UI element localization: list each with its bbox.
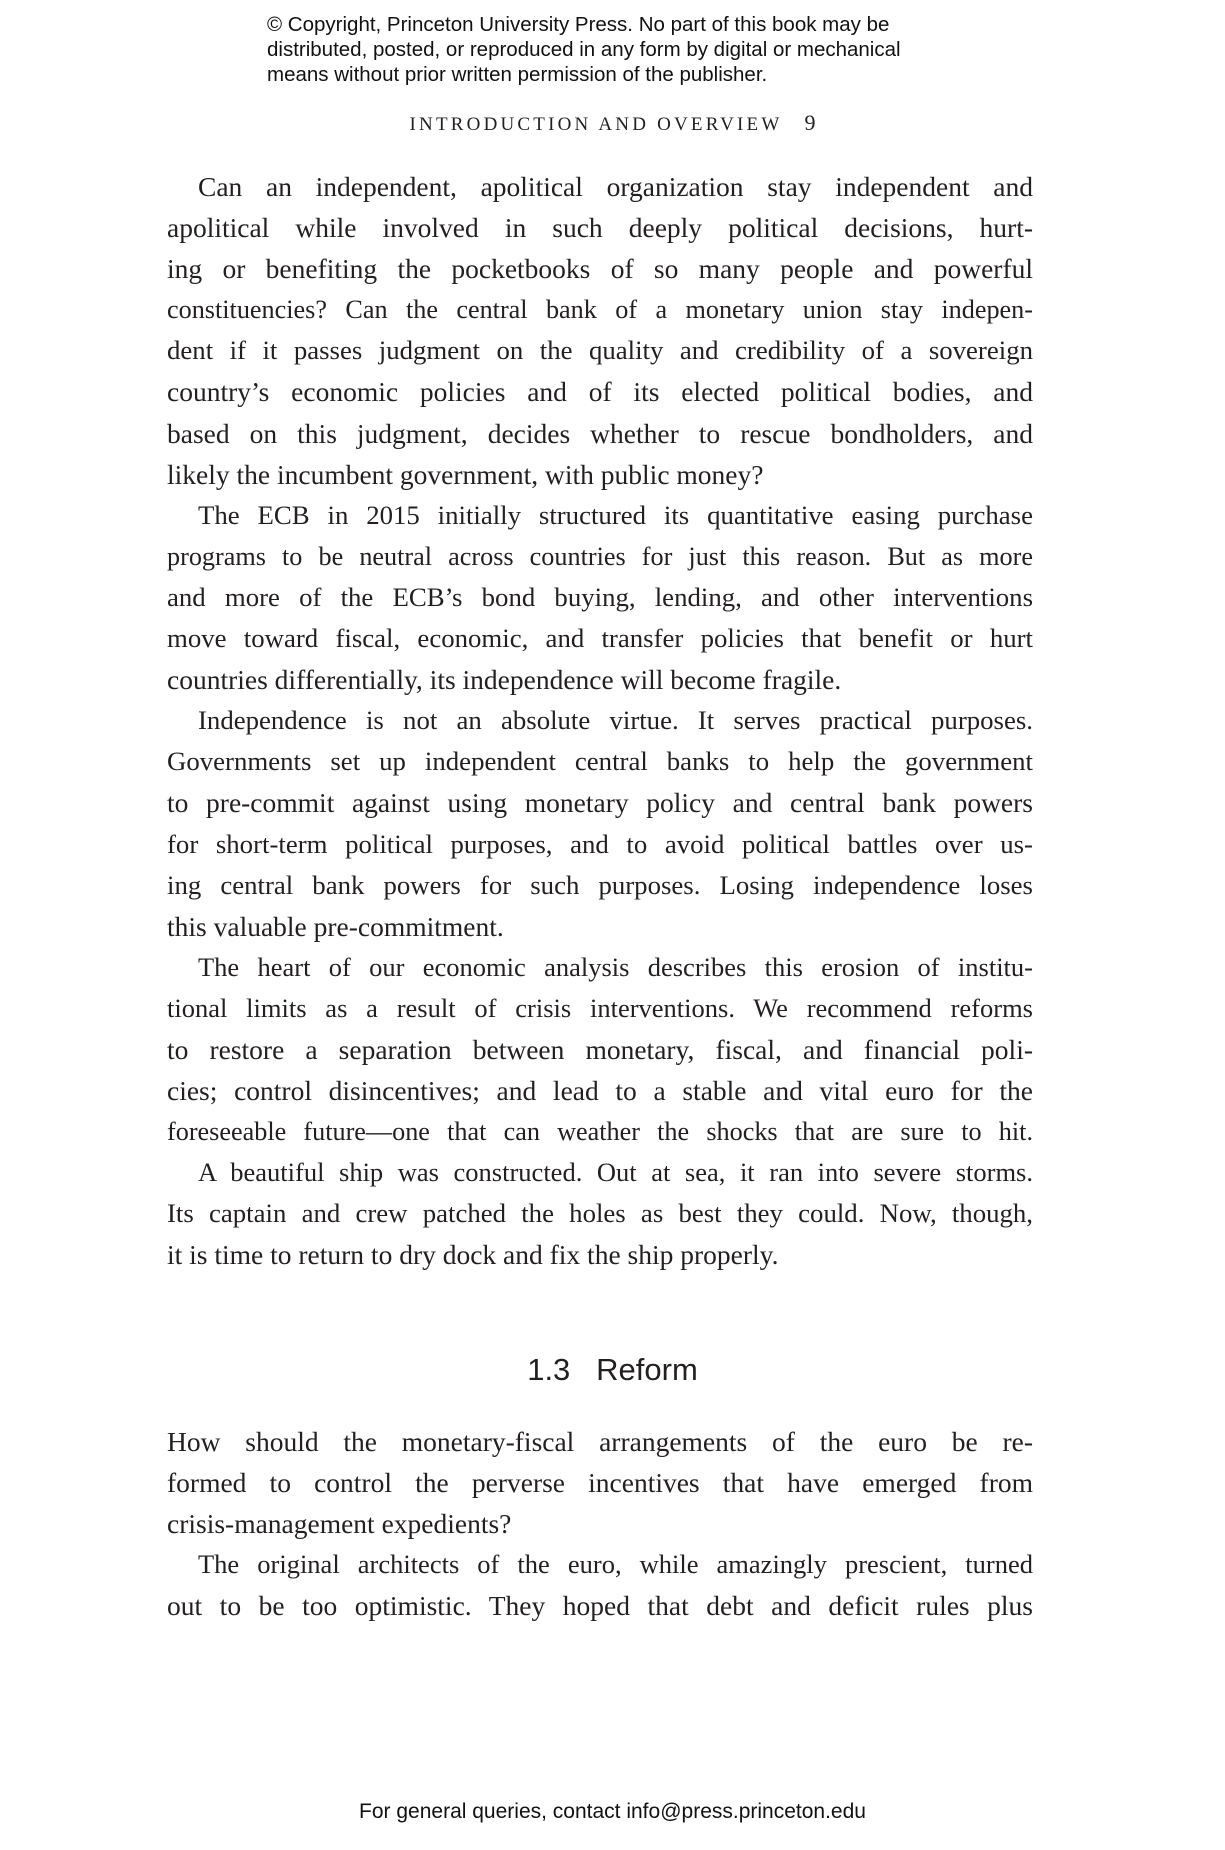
text-line: constituencies? Can the central bank of a monetary union stay indepen- [167,295,1033,325]
body-text-after-heading [167,1421,1033,1626]
text-line: apolitical while involved in such deeply political decisions, hurt- [167,212,1033,244]
paragraph [167,1544,1033,1626]
text-line: The heart of our economic analysis describes this erosion of institu- [198,951,1033,982]
text-line: How should the monetary-fiscal arrangements of the euro be re- [167,1426,1033,1457]
copyright-notice [267,12,987,87]
text-line: tional limits as a result of crisis interventions. We recommend reforms [167,992,1033,1023]
text-line: cies; control disincentives; and lead to a stable and vital euro for the [167,1075,1033,1107]
text-line: for short-term political purposes, and to avoid political battles over us- [167,828,1033,859]
text-line: country’s economic policies and of its elected political bodies, and [167,376,1033,408]
paragraph [167,700,1033,947]
paragraph [167,166,1033,495]
text-line: to restore a separation between monetary, fiscal, and financial poli- [167,1033,1033,1065]
text-line: The original architects of the euro, while amazingly prescient, turned [198,1549,1033,1580]
text-line: based on this judgment, decides whether to rescue bondholders, and [167,417,1033,449]
copyright-line: distributed, posted, or reproduced in any form by digital or mechanical [267,38,901,61]
paragraph [167,495,1033,700]
section-heading [0,1352,1225,1388]
text-line: it is time to return to dry dock and fix the ship properly. [167,1239,779,1271]
text-line: and more of the ECB’s bond buying, lending, and other interventions [167,581,1033,612]
paragraph [167,1152,1033,1275]
running-head [0,110,1225,136]
text-line: countries differentially, its independence will become fragile. [167,664,842,696]
text-line: Can an independent, apolitical organization stay independent and [198,171,1033,202]
text-line: A beautiful ship was constructed. Out at sea, it ran into severe storms. [198,1157,1033,1188]
text-line: Independence is not an absolute virtue. It serves practical purposes. [198,705,1033,736]
text-line: crisis-management expedients? [167,1508,512,1540]
text-line: programs to be neutral across countries for just this reason. But as more [167,541,1033,571]
text-line: Governments set up independent central banks to help the government [167,746,1033,777]
running-head-title: INTRODUCTION AND OVERVIEW [409,114,783,135]
text-line: to pre-commit against using monetary policy and central bank powers [167,787,1033,819]
text-line: The ECB in 2015 initially structured its quantitative easing purchase [198,499,1033,530]
paragraph [167,947,1033,1152]
text-line: out to be too optimistic. They hoped that debt and deficit rules plus [167,1590,1033,1622]
copyright-line: © Copyright, Princeton University Press. No part of this book may be [267,13,890,36]
section-title: Reform [596,1352,698,1387]
page-number: 9 [804,110,816,135]
copyright-line: means without prior written permission of the publisher. [267,63,768,86]
footer-contact: For general queries, contact info@press.princeton.edu [359,1800,866,1823]
text-line: likely the incumbent government, with public money? [167,458,764,490]
text-line: dent if it passes judgment on the quality and credibility of a sovereign [167,335,1033,366]
text-line: foreseeable future—one that can weather the shocks that are sure to hit. [167,1117,1033,1147]
body-text-before-heading [167,166,1033,1276]
text-line: formed to control the perverse incentives that have emerged from [167,1467,1033,1499]
text-line: ing central bank powers for such purposes. Losing independence loses [167,869,1033,900]
text-line: this valuable pre-commitment. [167,910,504,942]
paragraph [167,1421,1033,1544]
text-line: move toward fiscal, economic, and transfer policies that benefit or hurt [167,623,1033,654]
text-line: ing or benefiting the pocketbooks of so many people and powerful [167,253,1033,285]
section-number: 1.3 [527,1352,571,1387]
text-line: Its captain and crew patched the holes as best they could. Now, though, [167,1198,1033,1229]
